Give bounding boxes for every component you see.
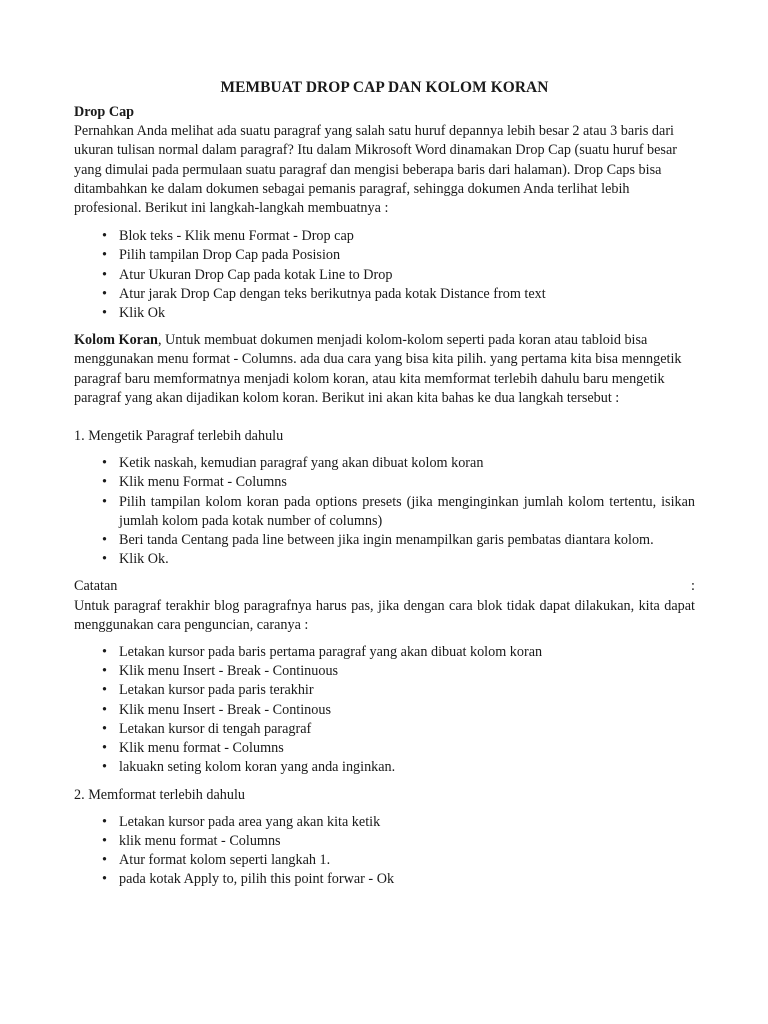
catatan-colon: :	[691, 578, 695, 595]
blank-line	[74, 408, 695, 427]
method2-heading: 2. Memformat terlebih dahulu	[74, 786, 245, 803]
document-body	[74, 78, 695, 898]
list-item: • Klik menu Format - Columns	[74, 473, 695, 492]
list-item: • Klik Ok.	[74, 550, 695, 569]
catatan-steps	[74, 643, 695, 777]
drop-cap-intro: Pernahkan Anda melihat ada suatu paragraf yang salah satu huruf depannya lebih besar 2 atau 3 baris dari ukuran tulisan normal dalam paragraf? Itu dalam Mikrosoft Word dinamakan Drop Cap (suatu huruf besar yang dimulai pada permulaan suatu paragraf dan mengisi beberapa baris dari halaman). Drop Caps bisa ditambahkan ke dalam dokumen sebagai pemanis paragraf, sehingga dokumen Anda terlihat lebih profesional. Berikut ini langkah-langkah membuatnya :	[74, 123, 677, 217]
list-item: • Atur Ukuran Drop Cap pada kotak Line to Drop	[74, 266, 695, 285]
list-item: • Letakan kursor pada baris pertama paragraf yang akan dibuat kolom koran	[74, 643, 695, 662]
drop-cap-heading: Drop Cap	[74, 104, 135, 120]
kolom-koran-intro	[74, 331, 695, 408]
list-item: • Pilih tampilan kolom koran pada options presets (jika menginginkan jumlah kolom tertentu, isikan jumlah kolom pada kotak number of columns)	[74, 493, 695, 531]
catatan-text: Untuk paragraf terakhir blog paragrafnya harus pas, jika dengan cara blok tidak dapat dilakukan, kita dapat menggunakan cara penguncian, caranya :	[74, 597, 695, 633]
list-item: • Beri tanda Centang pada line between jika ingin menampilkan garis pembatas diantara kolom.	[74, 531, 695, 550]
list-item: • Letakan kursor di tengah paragraf	[74, 720, 695, 739]
method1-heading: 1. Mengetik Paragraf terlebih dahulu	[74, 428, 284, 445]
list-item: • klik menu format - Columns	[74, 832, 695, 851]
list-item: • Klik menu Insert - Break - Continuous	[74, 662, 695, 681]
list-item: • Atur jarak Drop Cap dengan teks berikutnya pada kotak Distance from text	[74, 285, 695, 304]
catatan-row	[74, 577, 695, 596]
list-item: • Blok teks - Klik menu Format - Drop cap	[74, 227, 695, 246]
list-item: • lakuakn seting kolom koran yang anda inginkan.	[74, 758, 695, 777]
list-item: • Klik menu format - Columns	[74, 739, 695, 758]
list-item: • pada kotak Apply to, pilih this point forwar - Ok	[74, 870, 695, 889]
list-item: • Letakan kursor pada area yang akan kita ketik	[74, 813, 695, 832]
list-item: • Atur format kolom seperti langkah 1.	[74, 851, 695, 870]
drop-cap-steps	[74, 227, 695, 323]
list-item: • Pilih tampilan Drop Cap pada Posision	[74, 246, 695, 265]
page-title: MEMBUAT DROP CAP DAN KOLOM KORAN	[220, 79, 549, 96]
kolom-koran-lead: Kolom Koran	[74, 332, 158, 349]
list-item: • Letakan kursor pada paris terakhir	[74, 681, 695, 700]
method2-steps	[74, 813, 695, 890]
method1-steps	[74, 454, 695, 569]
catatan-label: Catatan	[74, 578, 118, 595]
list-item: • Klik Ok	[74, 304, 695, 323]
list-item: • Ketik naskah, kemudian paragraf yang akan dibuat kolom koran	[74, 454, 695, 473]
kolom-koran-intro-text: , Untuk membuat dokumen menjadi kolom-kolom seperti pada koran atau tabloid bisa menggunakan menu format - Columns. ada dua cara yang bisa kita pilih. yang pertama kita bisa menngetik paragraf baru memformatnya menjadi kolom koran, atau kita memformat terlebih dahulu baru mengetik paragraf yang akan dijadikan kolom koran. Berikut ini akan kita bahas ke dua langkah tersebut :	[74, 332, 682, 406]
list-item: • Klik menu Insert - Break - Continous	[74, 701, 695, 720]
